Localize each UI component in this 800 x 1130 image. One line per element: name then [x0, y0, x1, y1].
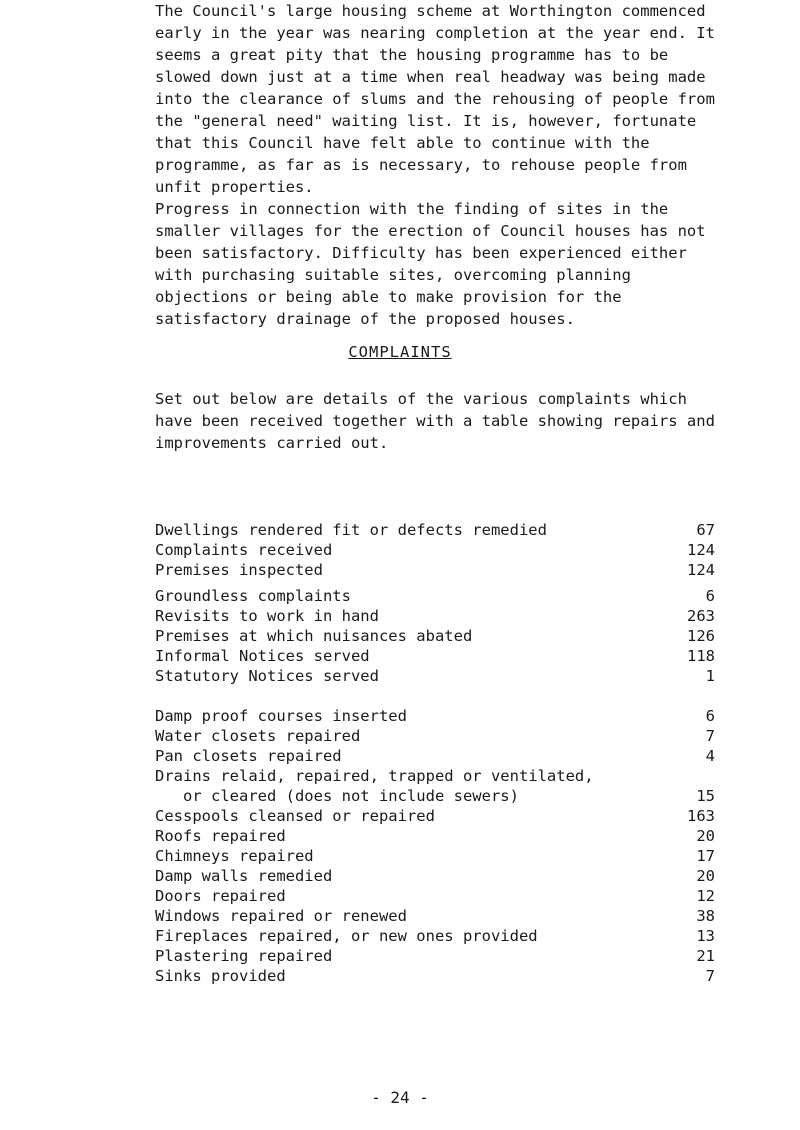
- table-row: [155, 846, 715, 866]
- row-value: 1: [705, 667, 715, 685]
- table-row: [155, 520, 715, 540]
- row-label: Damp walls remedied: [155, 867, 333, 885]
- row-value: 7: [705, 727, 715, 745]
- row-value: 124: [687, 541, 715, 559]
- table-row: [155, 666, 715, 686]
- row-value: 38: [696, 907, 715, 925]
- table-row: [155, 866, 715, 886]
- paragraph-housing-scheme: The Council's large housing scheme at Worthington commenced early in the year was nearing completion at the year end. It seems a great pity that the housing programme has to be slowed down just at a time when real headway was being made into the clearance of slums and the rehousing of people from the "general need" waiting list. It is, however, fortunate that this Council have felt able to continue with the programme, as far as is necessary, to rehouse people from unfit properties.: [155, 2, 725, 196]
- row-label: Drains relaid, repaired, trapped or ventilated,: [155, 767, 594, 785]
- table-row: [155, 786, 715, 806]
- row-value: 20: [696, 867, 715, 885]
- row-value: 118: [687, 647, 715, 665]
- row-label: Pan closets repaired: [155, 747, 342, 765]
- row-value: 6: [705, 587, 715, 605]
- row-value: 21: [696, 947, 715, 965]
- row-label: Premises at which nuisances abated: [155, 627, 473, 645]
- row-value: 15: [696, 787, 715, 805]
- row-value: 67: [696, 521, 715, 539]
- row-label: Complaints received: [155, 541, 333, 559]
- row-label: Dwellings rendered fit or defects remedied: [155, 521, 547, 539]
- row-label: Water closets repaired: [155, 727, 361, 745]
- row-value: 20: [696, 827, 715, 845]
- row-value: 263: [687, 607, 715, 625]
- table-row: [155, 706, 715, 726]
- table-row: [155, 906, 715, 926]
- row-label: Premises inspected: [155, 561, 323, 579]
- table-row: [155, 606, 715, 626]
- row-value: 13: [696, 927, 715, 945]
- row-label: Doors repaired: [155, 887, 286, 905]
- row-label: Cesspools cleansed or repaired: [155, 807, 435, 825]
- table-row: [155, 560, 715, 580]
- row-value: 6: [705, 707, 715, 725]
- row-label: Chimneys repaired: [155, 847, 314, 865]
- complaints-table-group-1: [155, 520, 715, 580]
- row-label: or cleared (does not include sewers): [155, 787, 519, 805]
- table-row: [155, 646, 715, 666]
- row-value: 7: [705, 967, 715, 985]
- row-label: Plastering repaired: [155, 947, 333, 965]
- table-row: [155, 926, 715, 946]
- row-label: Sinks provided: [155, 967, 286, 985]
- row-value: 17: [696, 847, 715, 865]
- table-row: [155, 746, 715, 766]
- paragraph-village-sites: Progress in connection with the finding of sites in the smaller villages for the erection of Council houses has not been satisfactory. Difficulty has been experienced either with purchasing suitable sites, overcoming planning objections or being able to make provision for the satisfactory drainage of the proposed houses.: [155, 200, 715, 328]
- table-row: [155, 626, 715, 646]
- row-label: Windows repaired or renewed: [155, 907, 407, 925]
- complaints-table-group-2: [155, 586, 715, 686]
- table-row: [155, 766, 715, 786]
- row-label: Revisits to work in hand: [155, 607, 379, 625]
- table-row: [155, 826, 715, 846]
- row-value: 124: [687, 561, 715, 579]
- paragraph-complaints-intro: Set out below are details of the various complaints which have been received together with a table showing repairs and improvements carried out.: [155, 390, 725, 452]
- row-label: Roofs repaired: [155, 827, 286, 845]
- row-value: 12: [696, 887, 715, 905]
- row-label: Damp proof courses inserted: [155, 707, 407, 725]
- section-heading-complaints: COMPLAINTS: [348, 343, 452, 361]
- row-label: Statutory Notices served: [155, 667, 379, 685]
- row-value: 163: [687, 807, 715, 825]
- row-label: Groundless complaints: [155, 587, 351, 605]
- table-row: [155, 886, 715, 906]
- repairs-table-group-3: [155, 706, 715, 986]
- row-value: 126: [687, 627, 715, 645]
- table-row: [155, 806, 715, 826]
- table-row: [155, 946, 715, 966]
- row-value: 4: [705, 747, 715, 765]
- table-row: [155, 540, 715, 560]
- row-label: Fireplaces repaired, or new ones provided: [155, 927, 538, 945]
- table-row: [155, 966, 715, 986]
- page-number: - 24 -: [371, 1088, 429, 1107]
- table-row: [155, 586, 715, 606]
- table-row: [155, 726, 715, 746]
- row-label: Informal Notices served: [155, 647, 370, 665]
